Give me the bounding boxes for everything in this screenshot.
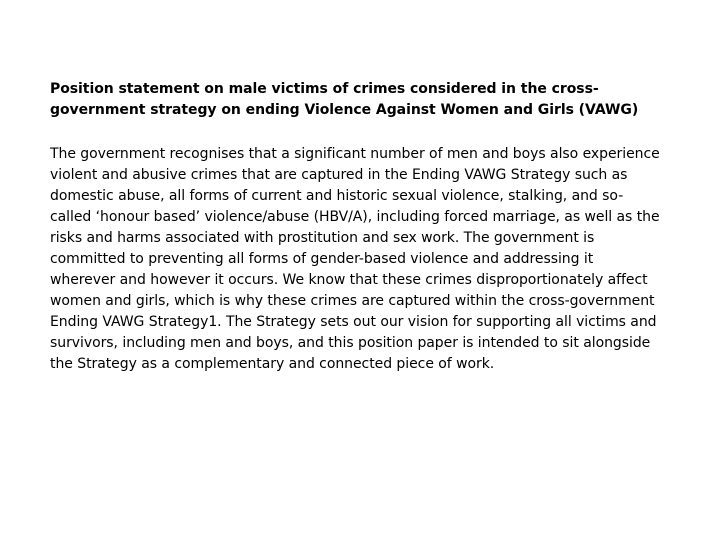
document-paragraph: The government recognises that a significant number of men and boys also experience violent and abusive crimes that are captured in the Ending VAWG Strategy such as domestic abuse, all forms of current and historic sexual violence, stalking, and so-called ‘honour based’ violence/abuse (HBV/A), including forced marriage, as well as the risks and harms associated with prostitution and sex work. The government is committed to preventing all forms of gender-based violence and addressing it wherever and however it occurs. We know that these crimes disproportionately affect women and girls, which is why these crimes are captured within the cross-government Ending VAWG Strategy1. The Strategy sets out our vision for supporting all victims and survivors, including men and boys, and this position paper is intended to sit alongside the Strategy as a complementary and connected piece of work. — [50, 146, 660, 372]
document-heading: Position statement on male victims of crimes considered in the cross-government strategy on ending Violence Against Women and Girls (VAWG) — [50, 81, 639, 118]
document-content — [50, 79, 660, 375]
